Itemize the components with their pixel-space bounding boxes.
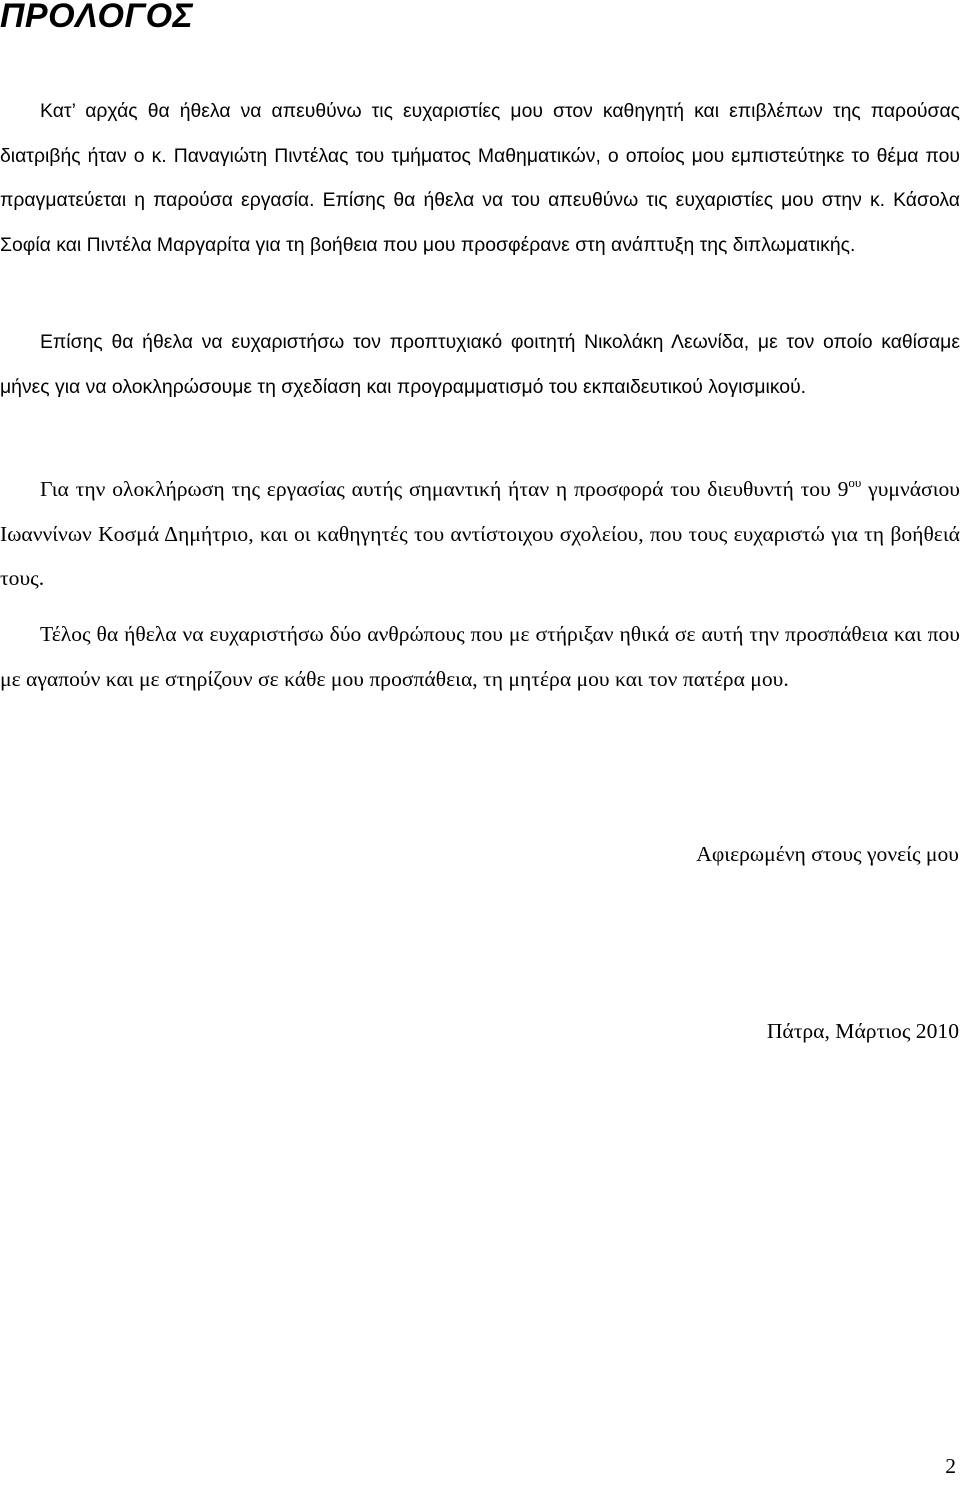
page-number: 2 xyxy=(945,1454,956,1478)
paragraph-3-text-start: Για την ολοκλήρωση της εργασίας αυτής σημαντική ήταν η προσφορά του διευθυντή του 9 xyxy=(40,477,849,501)
place-date: Πάτρα, Μάρτιος 2010 xyxy=(766,1019,959,1043)
page-title: ΠΡΟΛΟΓΟΣ xyxy=(0,0,194,35)
ordinal-superscript: ου xyxy=(848,475,862,490)
paragraph-3-text-end: γυμνάσιου Ιωαννίνων Κοσμά Δημήτριο, και οι καθηγητές του αντίστοιχου σχολείου, που τους ευχαριστώ για τη βοήθειά τους. xyxy=(0,477,960,590)
acknowledgement-paragraph-3 xyxy=(0,467,960,601)
acknowledgement-paragraph-2: Επίσης θα ήθελα να ευχαριστήσω τον προπτυχιακό φοιτητή Νικολάκη Λεωνίδα, με τον οποίο καθίσαμε μήνες για να ολοκληρώσουμε τη σχεδίαση και προγραμματισμό του εκπαιδευτικού λογισμικού. xyxy=(0,331,960,398)
acknowledgement-paragraph-1: Κατ’ αρχάς θα ήθελα να απευθύνω τις ευχαριστίες μου στον καθηγητή και επιβλέπων της παρούσας διατριβής ήταν ο κ. Παναγιώτη Πιντέλας του τμήματος Μαθηματικών, ο οποίος μου εμπιστεύτηκε το θέμα που πραγματεύεται η παρούσα εργασία. Επίσης θα ήθελα να του απευθύνω τις ευχαριστίες μου στην κ. Κάσολα Σοφία και Πιντέλα Μαργαρίτα για τη βοήθεια που μου προσφέρανε στη ανάπτυξη της διπλωματικής. xyxy=(0,100,960,256)
dedication: Αφιερωμένη στους γονείς μου xyxy=(696,842,959,866)
acknowledgement-paragraph-4: Τέλος θα ήθελα να ευχαριστήσω δύο ανθρώπους που με στήριξαν ηθικά σε αυτή την προσπάθεια και που με αγαπούν και με στηρίζουν σε κάθε μου προσπάθεια, τη μητέρα μου και τον πατέρα μου. xyxy=(0,622,960,691)
